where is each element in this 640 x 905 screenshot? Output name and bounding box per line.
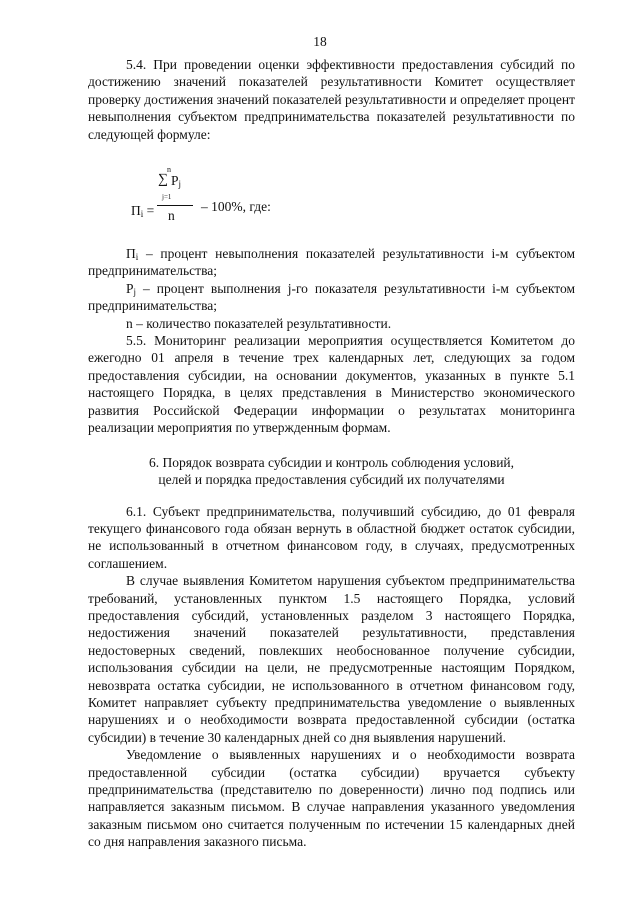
formula-denominator: n xyxy=(168,208,175,224)
paragraph-6-1-notification: Уведомление о выявленных нарушениях и о необходимости возврата предоставленной субсидии (остатка субсидии) вручается субъекту предпринимательства (представителю по доверенности) лично под подпись или направляется заказным письмом. В случае направления указанного уведомления заказным письмом оно считается полученным по истечении 15 календарных дней со дня направления заказного письма. xyxy=(88,747,575,850)
fraction-line xyxy=(157,205,193,206)
formula xyxy=(88,147,575,239)
formula-sum-upper: n xyxy=(167,165,171,175)
paragraph-5-5: 5.5. Мониторинг реализации мероприятия осуществляется Комитетом до ежегодно 01 апреля в течение трех календарных лет, следующих за годом предоставления субсидии, на основании документов, указанных в пункте 5.1 настоящего Порядка, в целях представления в Министерство экономического развития Российской Федерации информации о результатах мониторинга реализации мероприятия по утвержденным формам. xyxy=(88,333,575,436)
formula-rhs: – 100%, где: xyxy=(201,199,271,215)
formula-lhs: $П_i$ = xyxy=(131,203,155,220)
definition-pi: $П_i$ – процент невыполнения показателей результативности i-м субъектом предпринимательства; xyxy=(88,246,575,279)
paragraph-6-1: 6.1. Субъект предпринимательства, получивший субсидию, до 01 февраля текущего финансового года обязан вернуть в областной бюджет остаток субсидии, не использованный в отчетном финансовом году, в случаях, предусмотренных соглашением. xyxy=(88,503,575,571)
section-6-heading-line1: 6. Порядок возврата субсидии и контроль соблюдения условий, xyxy=(148,454,515,470)
formula-sigma: ∑ xyxy=(158,172,168,188)
definition-pj: $P_j$ – процент выполнения j-го показателя результативности i-м субъектом предпринимательства; xyxy=(88,280,575,314)
page-number: 18 xyxy=(313,34,327,49)
paragraph-5-4: 5.4. При проведении оценки эффективности предоставления субсидий по достижению значений показателей результативности Комитет осуществляет проверку достижения значений показателей результативности и определяет процент невыполнения субъектом предпринимательства показателей результативности по следующей формуле: xyxy=(88,57,575,142)
section-6-heading xyxy=(88,454,575,488)
section-6-heading-line2: целей и порядка предоставления субсидий их получателями xyxy=(158,471,505,487)
definition-n: n – количество показателей результативности. xyxy=(126,315,392,331)
formula-numerator: $P_j$ xyxy=(171,173,182,190)
paragraph-6-1-violations: В случае выявления Комитетом нарушения субъектом предпринимательства требований, установленных пунктом 1.5 настоящего Порядка, условий предоставления субсидий, установленных разделом 3 настоящего Порядка, недостижения значений показателей результативности, представления недостоверных сведений, повлекших необоснованное получение субсидии, использования субсидии на цели, не предусмотренные настоящим Порядком, невозврата остатка субсидии, не использованного в отчетном финансовом году, Комитет направляет субъекту предпринимательства уведомление о выявленных нарушениях и о необходимости возврата предоставленной субсидии (остатка субсидии) в течение 30 календарных дней со дня выявления нарушений. xyxy=(88,573,575,745)
formula-sum-lower: j=1 xyxy=(162,193,172,202)
document-body xyxy=(88,56,575,851)
